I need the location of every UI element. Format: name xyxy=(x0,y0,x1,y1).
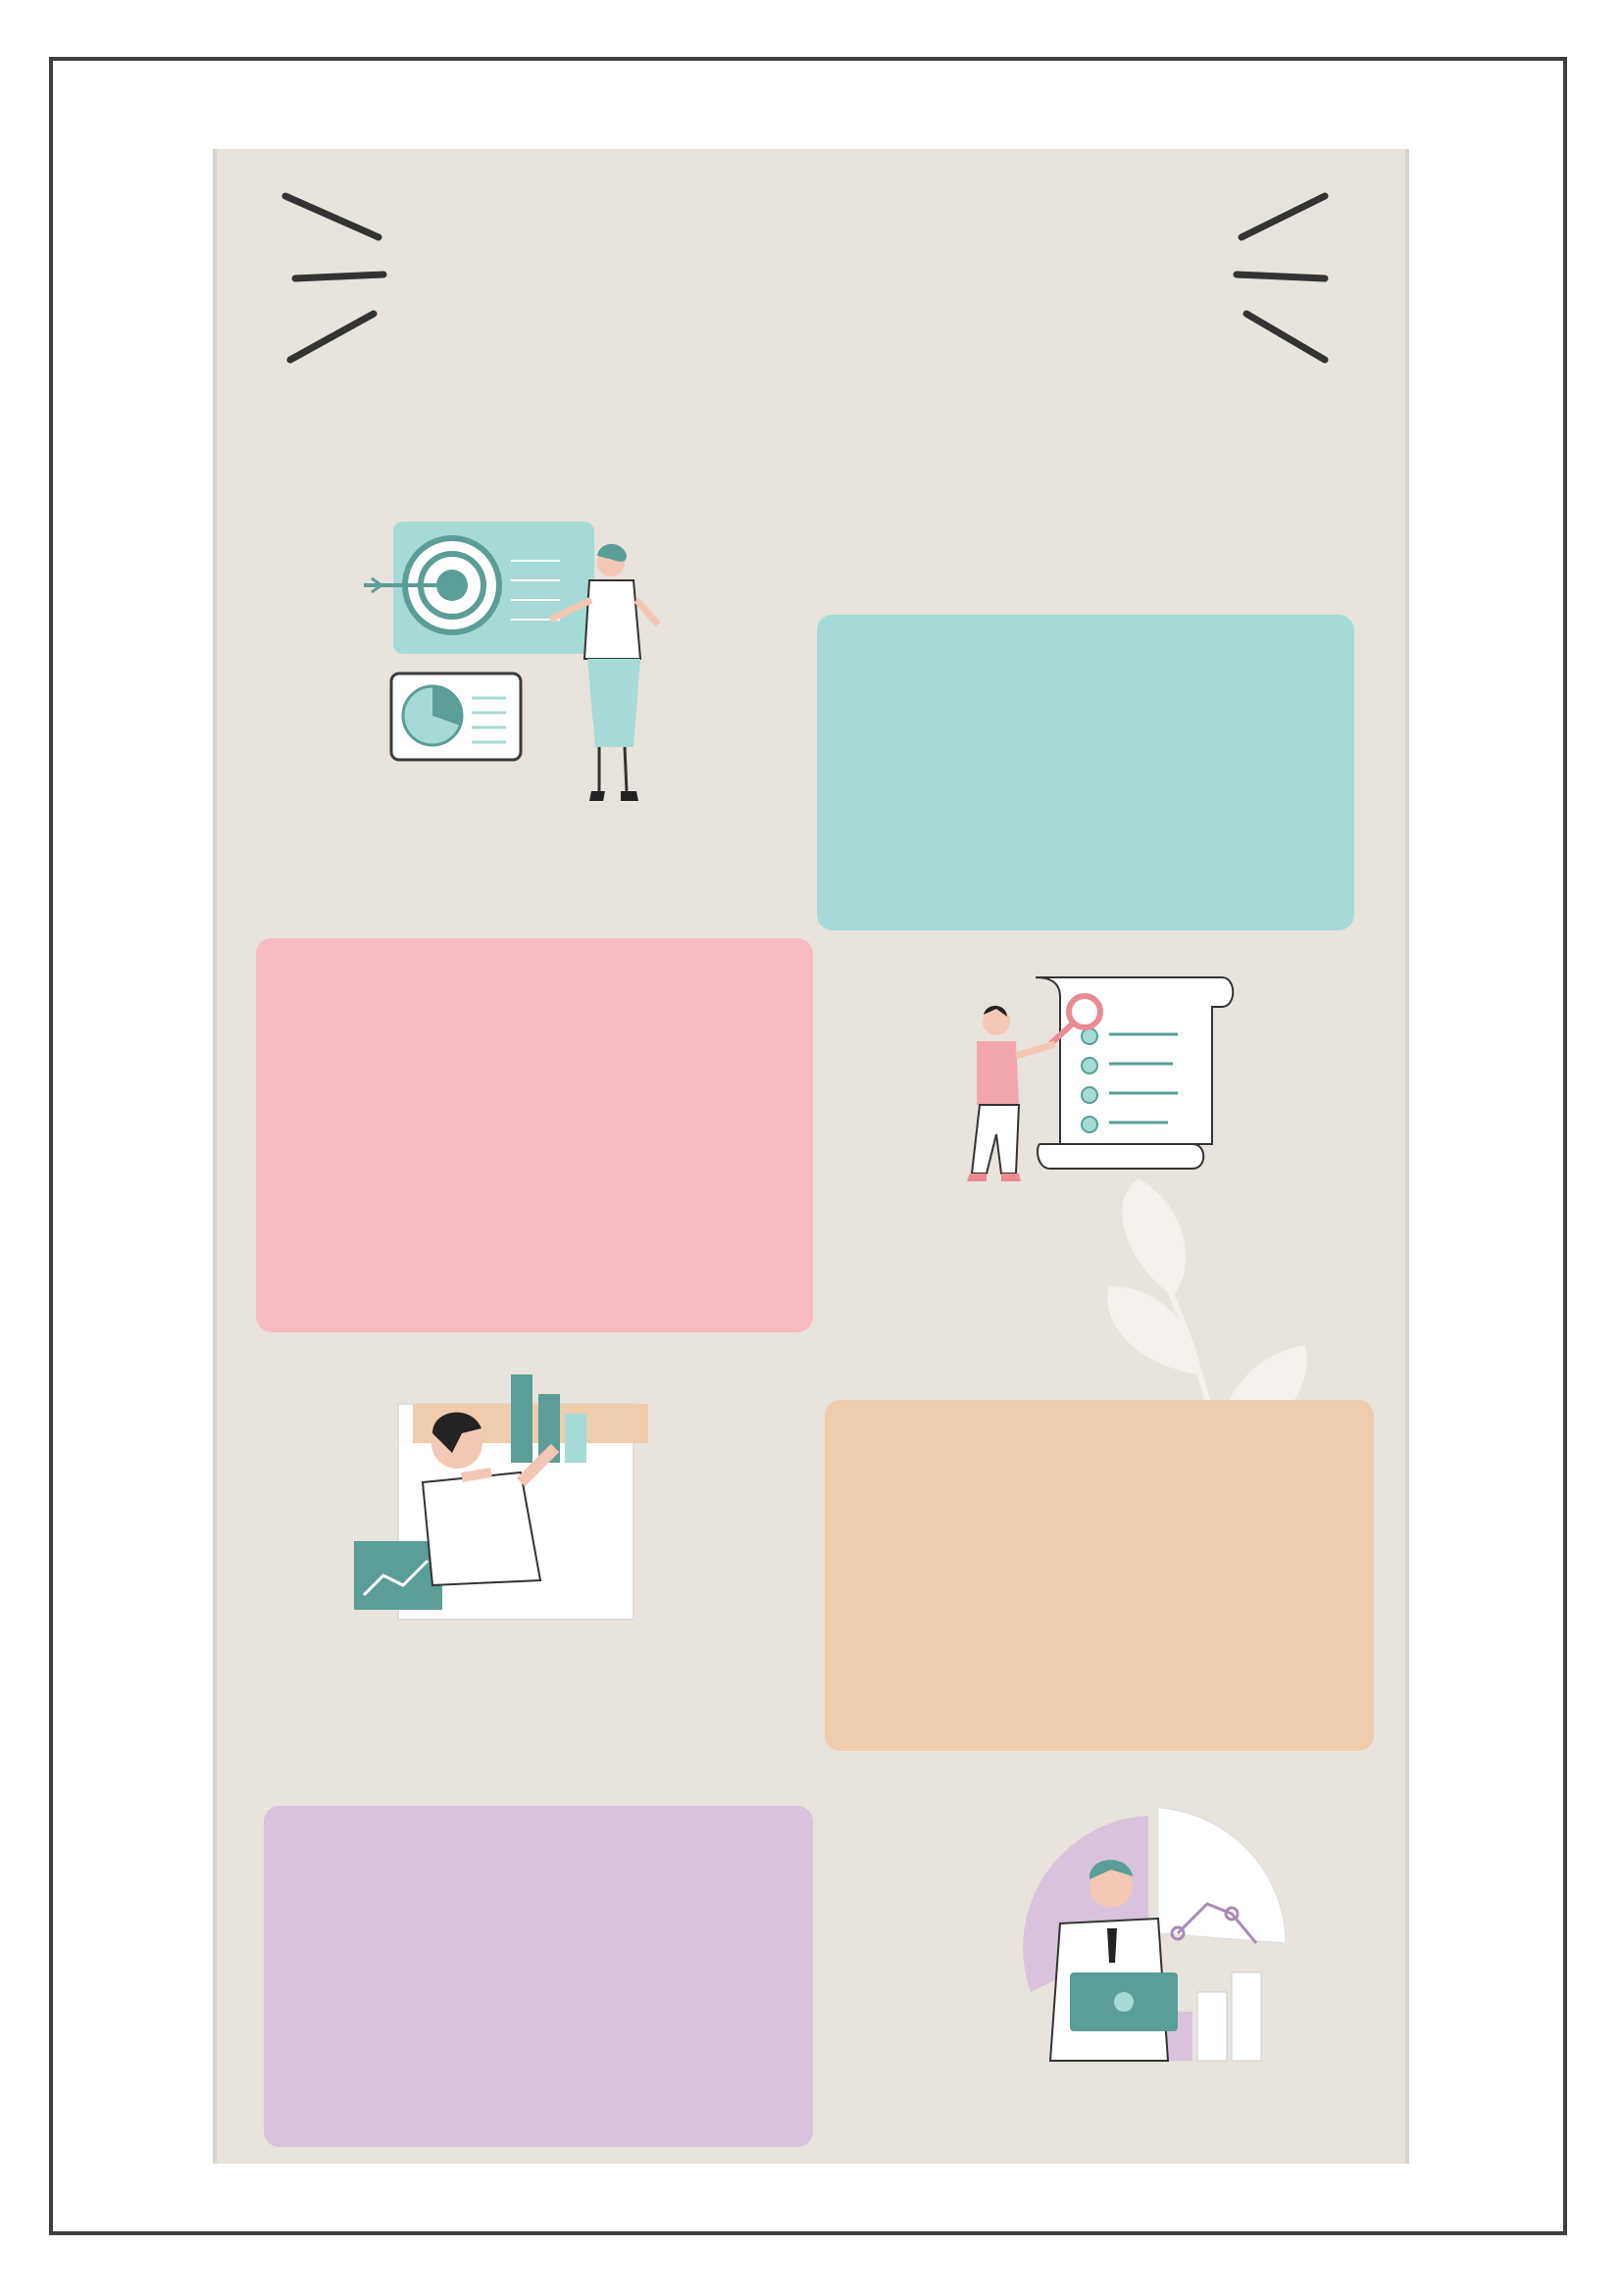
publish-card xyxy=(264,1806,813,2147)
checklist-scroll-illustration xyxy=(942,968,1256,1262)
bottom-triangle-border xyxy=(0,2237,1622,2296)
sparkle-cross-decoration xyxy=(805,1678,923,1786)
poster xyxy=(213,149,1409,2164)
title-accent-strokes-left xyxy=(285,188,393,374)
analytics-board-illustration xyxy=(354,1374,648,1629)
target-presentation-illustration xyxy=(364,522,678,816)
sparkle-cross-decoration xyxy=(256,1276,364,1374)
topics-card xyxy=(817,615,1354,930)
steps-card xyxy=(256,938,813,1332)
laptop-analytics-illustration xyxy=(1001,1796,1295,2080)
sparkle-cross-decoration xyxy=(1217,2095,1325,2164)
title-accent-strokes-right xyxy=(1227,188,1335,374)
top-triangle-border xyxy=(0,0,1622,59)
right-triangle-border xyxy=(1573,0,1622,2294)
